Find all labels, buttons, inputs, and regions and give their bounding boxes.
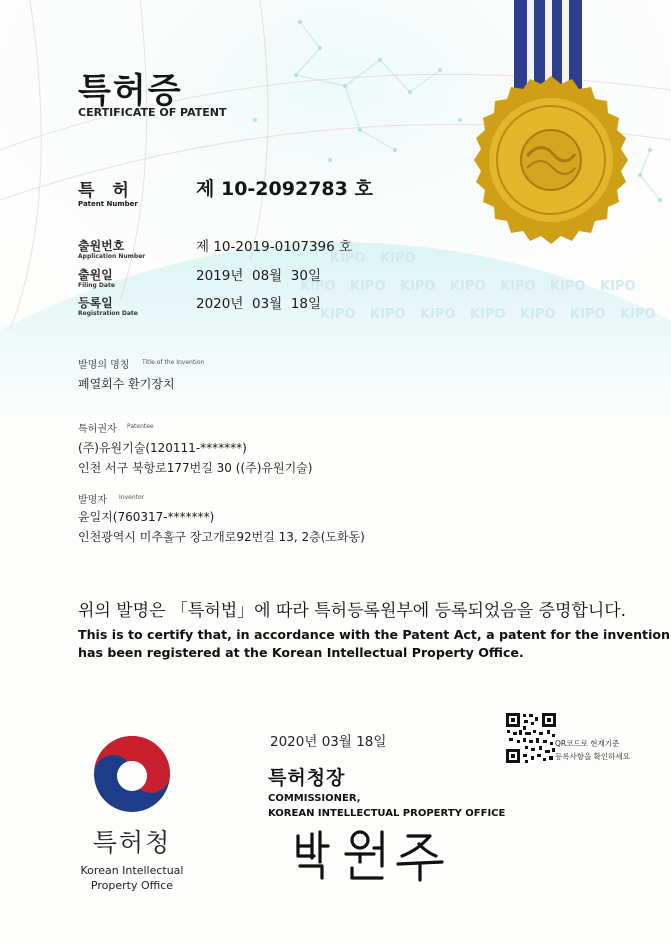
patentee-address: 인천 서구 북항로177번길 30 ((주)유원기술) [78, 461, 313, 475]
registration-date-label-korean: 등록일 [78, 296, 113, 310]
watermark-text: KIPO [620, 307, 656, 322]
patentee-label-english: Patentee [127, 423, 154, 430]
invention-title-label-english: Title of the Invention [142, 359, 205, 366]
watermark-text: KIPO [470, 307, 506, 322]
watermark-text: KIPO [550, 279, 586, 294]
inventor-label-korean: 발명자 [78, 495, 107, 506]
qr-code-icon[interactable] [505, 712, 557, 764]
patentee-name: (주)유원기술(120111-*******) [78, 441, 247, 455]
watermark-text: KIPO [450, 279, 486, 294]
application-number-value: 제 10-2019-0107396 호 [196, 239, 353, 255]
invention-title-value: 폐열회수 환기장치 [78, 377, 175, 391]
watermark-text: KIPO [320, 307, 356, 322]
watermark-text: KIPO [400, 279, 436, 294]
commissioner-title-english-line1: COMMISSIONER, [268, 793, 361, 804]
certificate-title-english: CERTIFICATE OF PATENT [78, 106, 227, 119]
registration-date-value: 2020년 03월 18일 [196, 296, 322, 312]
filing-date-value: 2019년 08월 30일 [196, 268, 322, 284]
watermark-text: KIPO [500, 279, 536, 294]
watermark-text: KIPO [300, 279, 336, 294]
watermark-text: KIPO [330, 251, 366, 266]
kipo-taegeuk-logo-icon [92, 734, 172, 814]
inventor-address: 인천광역시 미추홀구 장고개로92번길 13, 2층(도화동) [78, 530, 365, 544]
qr-note-line2: 등록사항을 확인하세요 [555, 752, 630, 761]
gold-seal-icon [474, 76, 628, 244]
watermark-text: KIPO [350, 279, 386, 294]
ribbon-icon [514, 0, 582, 92]
qr-note-line1: QR코드로 현재기준 [555, 739, 620, 748]
filing-date-label-english: Filing Date [78, 282, 115, 289]
kipo-name-english-line2: Property Office [90, 879, 174, 892]
watermark-text: KIPO [420, 307, 456, 322]
patent-number-value: 제 10-2092783 호 [196, 178, 373, 200]
inventor-name: 윤일지(760317-*******) [78, 510, 215, 524]
patent-number-label-korean: 특 허 [78, 181, 135, 201]
watermark-text: KIPO [600, 279, 636, 294]
issue-date: 2020년 03월 18일 [270, 734, 387, 750]
commissioner-title-english-line2: KOREAN INTELLECTUAL PROPERTY OFFICE [268, 808, 506, 819]
registration-date-label-english: Registration Date [78, 310, 138, 317]
application-number-label-korean: 출원번호 [78, 239, 125, 253]
inventor-label-english: Inventor [119, 494, 145, 501]
watermark-text: KIPO [380, 251, 416, 266]
watermark-text: KIPO [520, 307, 556, 322]
filing-date-label-korean: 출원일 [78, 268, 113, 282]
certificate-title-korean: 특허증 [78, 71, 183, 111]
patentee-label-korean: 특허권자 [78, 424, 117, 435]
certification-text-korean: 위의 발명은 「특허법」에 따라 특허등록원부에 등록되었음을 증명합니다. [78, 601, 627, 621]
commissioner-title-korean: 특허청장 [268, 767, 346, 789]
certification-text-english-line2: has been registered at the Korean Intellectual Property Office. [78, 645, 524, 660]
certification-text-english-line1: This is to certify that, in accordance with the Patent Act, a patent for the invention [78, 627, 671, 642]
watermark-text: KIPO [570, 307, 606, 322]
commissioner-signature [290, 826, 460, 882]
watermark-text: KIPO [370, 307, 406, 322]
invention-title-label-korean: 발명의 명칭 [78, 360, 130, 371]
kipo-name-english-line1: Korean Intellectual [80, 864, 184, 877]
kipo-name-korean: 특허청 [92, 828, 172, 857]
patent-number-label-english: Patent Number [78, 200, 138, 208]
application-number-label-english: Application Number [78, 253, 146, 260]
